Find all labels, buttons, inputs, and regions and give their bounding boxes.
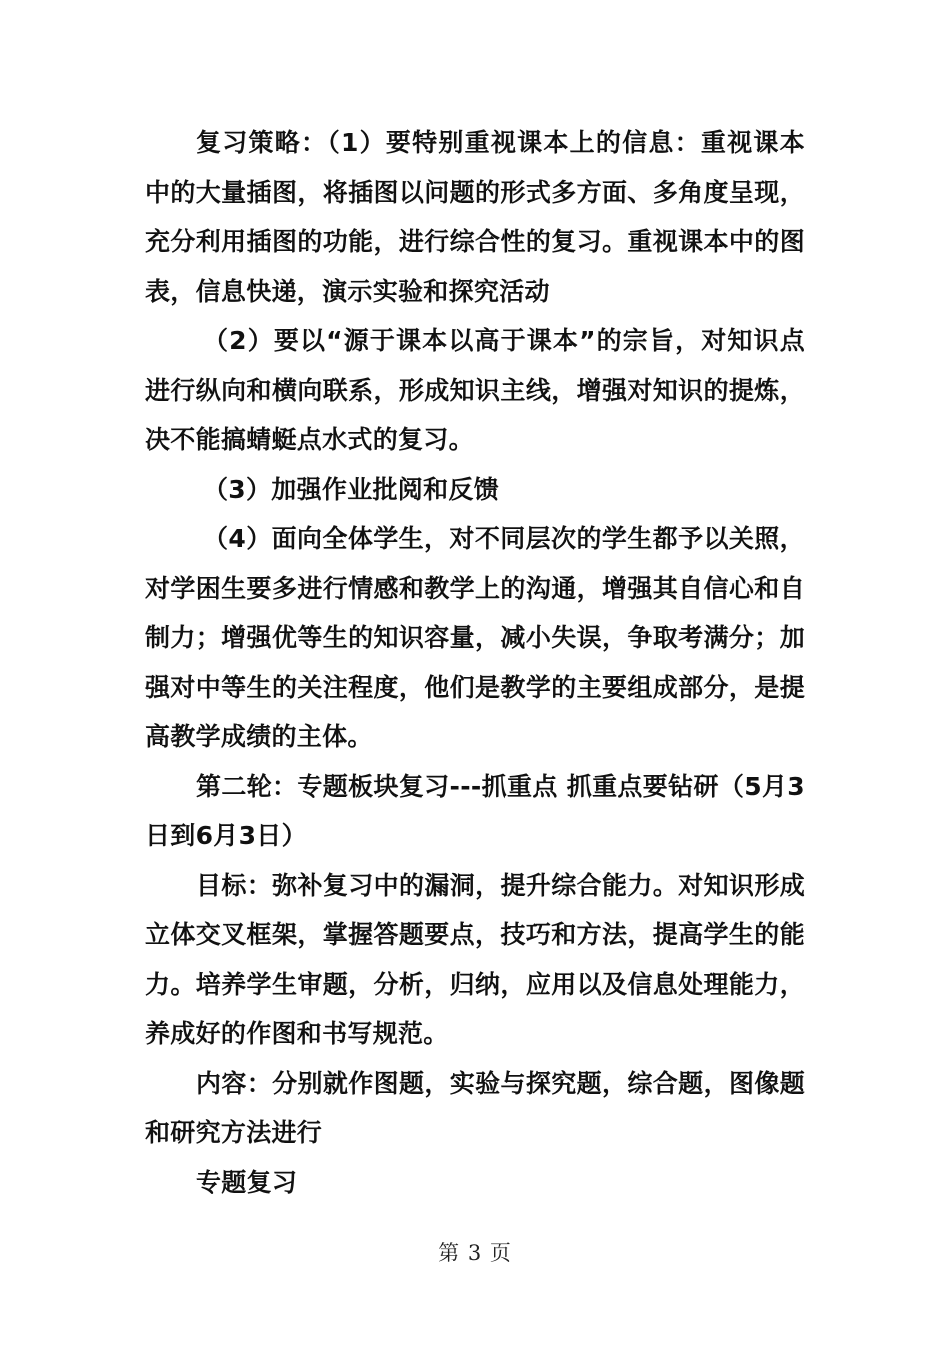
paragraph-content: 内容：分别就作图题，实验与探究题，综合题，图像题和研究方法进行 [145,1068,805,1147]
paragraph-review-strategy-2: （2）要以“源于课本以高于课本”的宗旨，对知识点进行纵向和横向联系，形成知识主线，增强对知识的提炼，决不能搞蜻蜓点水式的复习。 [145,326,805,454]
paragraph-topic-review: 专题复习 [196,1167,298,1197]
paragraph-second-round-heading: 第二轮：专题板块复习---抓重点 抓重点要钻研（5月3日到6月3日） [145,771,805,850]
paragraph-goal: 目标：弥补复习中的漏洞，提升综合能力。对知识形成立体交叉框架，掌握答题要点，技巧和方法，提高学生的能力。培养学生审题，分析，归纳，应用以及信息处理能力，养成好的作图和书写规范。 [145,870,805,1048]
paragraph-review-strategy-1: 复习策略：（1）要特别重视课本上的信息：重视课本中的大量插图，将插图以问题的形式多方面、多角度呈现，充分利用插图的功能，进行综合性的复习。重视课本中的图表，信息快递，演示实验和探究活动 [145,128,805,306]
paragraph-review-strategy-3: （3）加强作业批阅和反馈 [203,474,499,504]
page-number-footer: 第 3 页 [438,1241,512,1265]
paragraph-review-strategy-4: （4）面向全体学生，对不同层次的学生都予以关照，对学困生要多进行情感和教学上的沟通，增强其自信心和自制力；增强优等生的知识容量，减小失误，争取考满分；加强对中等生的关注程度，他们是教学的主要组成部分，是提高教学成绩的主体。 [145,524,805,751]
document-body [145,118,805,1207]
